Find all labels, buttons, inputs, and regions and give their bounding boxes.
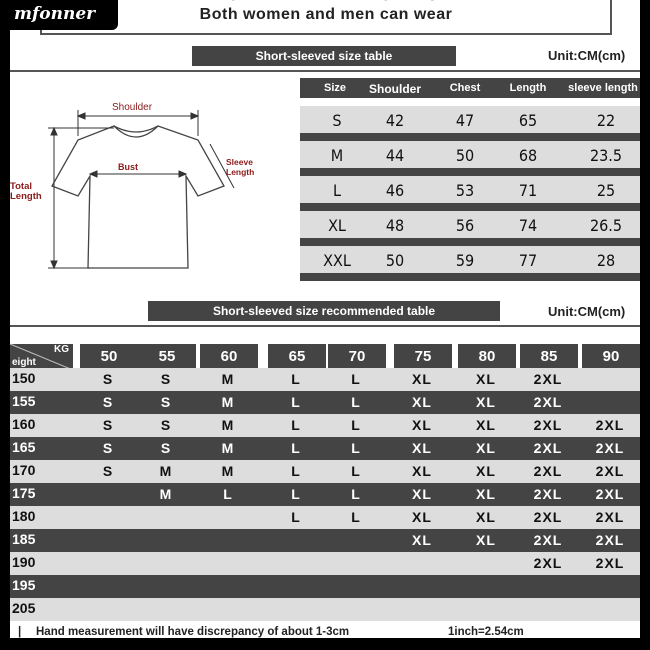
size-recommend-cell: 2XL [533,394,563,410]
size-recommend-cell: S [160,371,172,387]
size-table-separator [300,168,640,176]
recommend-table-unit: Unit:CM(cm) [548,304,626,319]
size-table-cell: 23.5 [589,146,623,165]
size-recommend-cell: M [159,463,173,479]
height-cell: 160 [12,416,36,432]
weight-header-cell: 60 [200,344,258,370]
recommend-table-row [10,437,640,460]
size-recommend-cell: 2XL [533,440,563,456]
size-recommend-cell: L [351,509,361,525]
size-recommend-cell: 2XL [595,440,625,456]
col-size: Size [323,82,346,94]
size-recommend-cell: XL [412,394,432,410]
size-recommend-cell: L [351,463,361,479]
size-table-row [300,176,640,203]
size-table-separator [300,273,640,281]
height-label: eight [12,357,36,368]
height-cell: 190 [12,554,36,570]
height-cell: 180 [12,508,36,524]
size-table-cell: 68 [518,146,538,165]
size-table-cell: 50 [385,251,405,270]
weight-header-cell: 90 [582,344,640,370]
sleeve-length-label: Sleeve Length [226,157,255,177]
size-table-row [300,246,640,273]
size-recommend-cell: L [351,417,361,433]
height-cell: 205 [12,600,36,616]
size-recommend-cell: XL [476,486,496,502]
size-recommend-cell: M [221,440,235,456]
size-recommend-cell: 2XL [533,532,563,548]
footer-conversion: 1inch=2.54cm [448,626,524,638]
weight-header-cell: 50 [80,344,138,370]
size-recommend-cell: XL [412,486,432,502]
recommend-table-row [10,368,640,391]
size-recommend-cell: L [291,463,301,479]
corner-cell [10,344,73,370]
size-recommend-cell: 2XL [595,509,625,525]
size-table-cell: 50 [455,146,475,165]
weight-header-cell: 85 [520,344,578,370]
height-cell: 185 [12,531,36,547]
recommend-table-row [10,414,640,437]
recommend-table-row [10,391,640,414]
height-cell: 170 [12,462,36,478]
total-length-label: Total Length [10,181,42,202]
col-shoulder: Shoulder [368,82,421,96]
size-recommend-cell: S [102,371,114,387]
size-table-cell: 47 [455,111,475,130]
height-cell: 150 [12,370,36,386]
size-recommend-cell: XL [476,440,496,456]
size-recommend-cell: 2XL [533,371,563,387]
divider [10,325,640,327]
size-recommend-cell: L [291,394,301,410]
size-recommend-cell: XL [412,463,432,479]
size-table-cell: 26.5 [589,216,623,235]
size-recommend-cell: S [102,440,114,456]
size-table-cell: 48 [385,216,405,235]
size-recommend-cell: 2XL [595,463,625,479]
size-table-cell: 71 [518,181,538,200]
brand-name: mfonner [14,4,96,24]
size-table-unit: Unit:CM(cm) [548,48,626,63]
size-recommend-cell: L [291,509,301,525]
brand-logo [0,0,118,30]
weight-header-cell: 80 [458,344,516,370]
weight-header-cell: 65 [268,344,326,370]
size-table-separator [300,133,640,141]
size-recommend-cell: L [291,417,301,433]
size-recommend-cell: L [291,486,301,502]
size-recommend-cell: XL [476,417,496,433]
recommend-table-row [10,506,640,529]
size-recommend-cell: XL [476,463,496,479]
height-cell: 195 [12,577,36,593]
size-recommend-cell: M [221,371,235,387]
weight-header-cell: 55 [138,344,196,370]
height-cell: 155 [12,393,36,409]
size-recommend-cell: 2XL [595,417,625,433]
size-table-cell: M [330,146,344,165]
col-length: Length [509,82,547,94]
size-table-cell: 59 [455,251,475,270]
size-table-cell: 42 [385,111,405,130]
size-table-header [300,78,640,98]
size-recommend-cell: 2XL [533,509,563,525]
size-table-cell: XL [328,216,346,235]
footer-bar: | [18,626,22,638]
size-recommend-cell: M [221,394,235,410]
size-chart-canvas [10,0,640,638]
size-table-separator [300,238,640,246]
size-recommend-cell: S [160,440,172,456]
size-recommend-cell: 2XL [533,486,563,502]
recommend-table-header [10,340,640,370]
size-table-row [300,141,640,168]
size-recommend-cell: M [221,463,235,479]
size-recommend-cell: M [221,417,235,433]
size-recommend-cell: L [351,371,361,387]
size-recommend-cell: L [291,371,301,387]
size-recommend-cell: XL [476,532,496,548]
size-recommend-cell: XL [412,440,432,456]
recommend-table-row [10,483,640,506]
size-table-cell: 74 [518,216,538,235]
size-recommend-cell: S [160,417,172,433]
size-table-cell: 65 [518,111,538,130]
kg-label: KG [54,344,69,355]
size-table-cell: 77 [518,251,538,270]
weight-header-cell: 70 [328,344,386,370]
height-cell: 165 [12,439,36,455]
size-table-title: Short-sleeved size table [192,46,456,66]
footer-note: Hand measurement will have discrepancy of about 1-3cm [36,626,350,638]
size-recommend-cell: 2XL [533,555,563,571]
size-table-row [300,106,640,133]
divider [10,70,640,72]
size-recommend-cell: XL [412,417,432,433]
size-recommend-cell: 2XL [595,532,625,548]
recommend-table-row [10,598,640,621]
height-cell: 175 [12,485,36,501]
size-table-cell: 25 [596,181,616,200]
size-recommend-cell: M [159,486,173,502]
size-recommend-cell: XL [412,509,432,525]
size-recommend-cell: XL [476,394,496,410]
shoulder-label: Shoulder [112,102,153,113]
weight-header-cell: 75 [394,344,452,370]
size-table-cell: XXL [323,251,351,270]
size-table-cell: 44 [385,146,405,165]
size-table-cell: 46 [385,181,405,200]
size-table-cell: 22 [596,111,616,130]
size-recommend-cell: 2XL [595,486,625,502]
size-recommend-cell: S [160,394,172,410]
size-table-cell: S [332,111,342,130]
size-recommend-cell: L [351,394,361,410]
size-recommend-cell: L [291,440,301,456]
bust-label: Bust [118,162,138,172]
col-sleeve-length: sleeve length [568,82,638,94]
size-table-cell: 53 [455,181,475,200]
size-table-cell: 28 [596,251,616,270]
tshirt-outline [52,126,224,268]
size-recommend-cell: L [351,486,361,502]
size-recommend-cell: L [351,440,361,456]
size-table-cell: 56 [455,216,475,235]
size-recommend-cell: 2XL [533,463,563,479]
size-recommend-cell: S [102,417,114,433]
recommend-table-title: Short-sleeved size recommended table [148,301,500,321]
recommend-table-row [10,460,640,483]
size-recommend-cell: 2XL [533,417,563,433]
header-subtitle: Both women and men can wear [199,6,453,23]
size-recommend-cell: S [102,394,114,410]
size-recommend-cell: XL [476,371,496,387]
size-table-separator [300,203,640,211]
col-chest: Chest [449,82,481,94]
recommend-table-row [10,575,640,598]
recommend-table-row [10,552,640,575]
size-recommend-cell: 2XL [595,555,625,571]
size-recommend-cell: XL [412,532,432,548]
size-recommend-cell: XL [412,371,432,387]
header-box [40,0,612,35]
size-table-row [300,211,640,238]
tshirt-diagram [10,96,280,296]
size-recommend-cell: L [223,486,233,502]
size-recommend-cell: XL [476,509,496,525]
recommend-table-row [10,529,640,552]
size-recommend-cell: S [102,463,114,479]
size-table-cell: L [332,181,341,200]
